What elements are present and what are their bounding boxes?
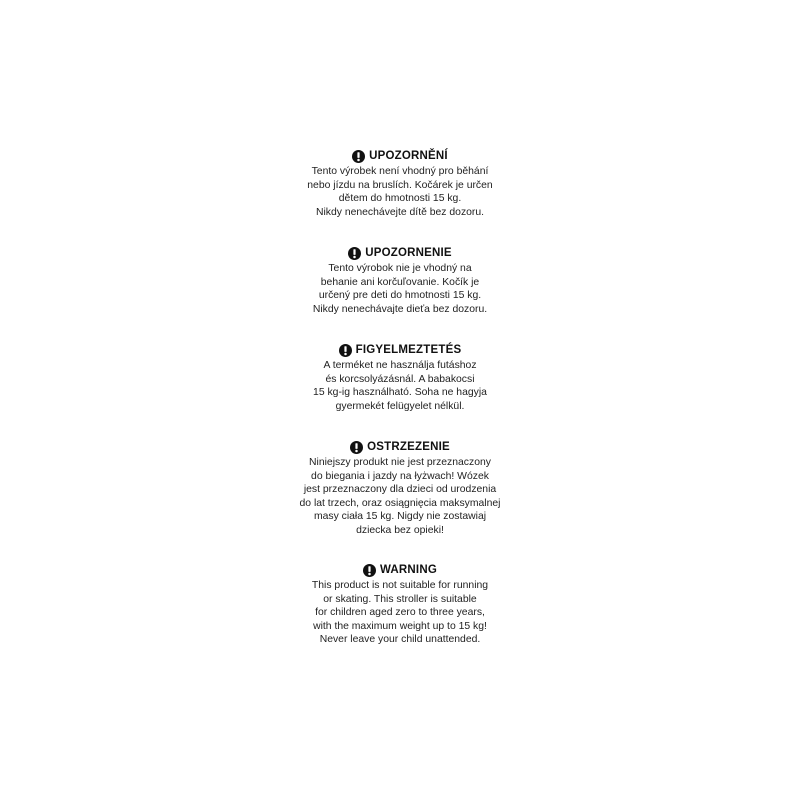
- warning-heading: [200, 440, 600, 455]
- warning-title: UPOZORNĚNÍ: [369, 150, 448, 162]
- warning-line: for children aged zero to three years,: [315, 607, 485, 619]
- warning-block-hungarian: [200, 343, 600, 413]
- warning-text: [200, 165, 600, 219]
- warning-text: [200, 359, 600, 413]
- warning-line: A terméket ne használja futáshoz: [323, 360, 477, 371]
- warning-line: or skating. This stroller is suitable: [323, 593, 477, 605]
- warning-line: gyermekét felügyelet nélkül.: [335, 400, 465, 412]
- warning-heading: [200, 563, 600, 578]
- warning-line: Tento výrobok nie je vhodný na: [328, 263, 472, 274]
- warning-line: do lat trzech, oraz osiągnięcia maksymalnej: [299, 497, 501, 509]
- warning-icon: [339, 344, 352, 357]
- warning-line: dziecka bez opieki!: [356, 524, 444, 536]
- warning-heading: [200, 343, 600, 358]
- warning-line: Never leave your child unattended.: [319, 634, 481, 646]
- warning-title: OSTRZEZENIE: [367, 441, 450, 453]
- warning-heading: [200, 246, 600, 261]
- warning-icon: [348, 247, 361, 260]
- warning-line: dětem do hmotnosti 15 kg.: [338, 193, 462, 205]
- warning-text: [200, 456, 600, 538]
- warning-block-slovak: [200, 246, 600, 316]
- warning-line: behanie ani korčuľovanie. Kočík je: [320, 276, 480, 288]
- warning-line: určený pre deti do hmotnosti 15 kg.: [318, 290, 482, 302]
- warning-line: jest przeznaczony dla dzieci od urodzenia: [303, 484, 497, 496]
- warning-line: és korcsolyázásnál. A babakocsi: [325, 373, 475, 385]
- warning-block-english: [200, 563, 600, 647]
- warning-icon: [363, 564, 376, 577]
- warning-text: [200, 579, 600, 647]
- warning-line: do biegania i jazdy na łyżwach! Wózek: [311, 470, 489, 482]
- warning-heading: [200, 149, 600, 164]
- warning-line: Niniejszy produkt nie jest przeznaczony: [309, 457, 491, 468]
- warning-icon: [352, 150, 365, 163]
- warning-line: nebo jízdu na bruslích. Kočárek je určen: [307, 179, 493, 191]
- warning-block-polish: [200, 440, 600, 538]
- warning-line: This product is not suitable for running: [311, 580, 489, 591]
- warning-title: WARNING: [380, 564, 437, 576]
- warning-title: FIGYELMEZTETÉS: [355, 344, 462, 356]
- warning-line: with the maximum weight up to 15 kg!: [313, 620, 487, 632]
- warning-title: UPOZORNENIE: [365, 247, 452, 259]
- warning-line: Tento výrobek není vhodný pro běhání: [311, 166, 489, 177]
- warning-line: masy ciała 15 kg. Nigdy nie zostawiaj: [313, 511, 487, 523]
- warning-line: Nikdy nenechávejte dítě bez dozoru.: [315, 206, 485, 218]
- warning-block-czech: [200, 149, 600, 219]
- warning-icon: [350, 441, 363, 454]
- warning-line: Nikdy nenechávajte dieťa bez dozoru.: [312, 303, 488, 315]
- warning-line: 15 kg-ig használható. Soha ne hagyja: [313, 387, 487, 399]
- warning-text: [200, 262, 600, 316]
